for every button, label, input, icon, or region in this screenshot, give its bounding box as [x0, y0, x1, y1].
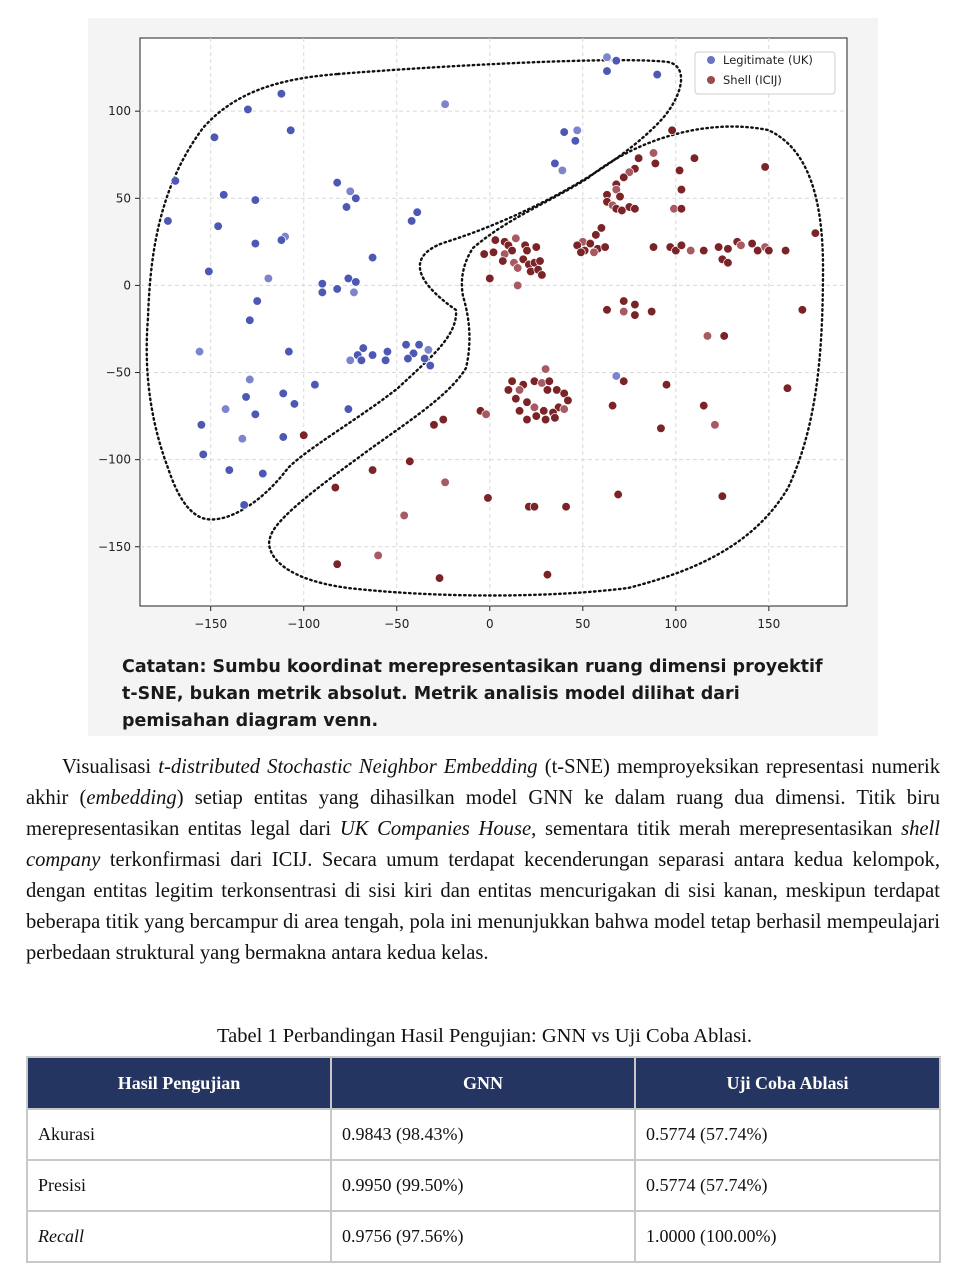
- legend-legitimate-marker: [707, 56, 715, 64]
- shell-point: [504, 386, 513, 395]
- shell-point: [677, 185, 686, 194]
- legitimate-point: [368, 253, 377, 262]
- shell-point: [675, 166, 684, 175]
- shell-point: [631, 311, 640, 320]
- legitimate-point: [573, 126, 582, 135]
- legitimate-point: [171, 177, 180, 186]
- x-tick-label: −50: [384, 617, 410, 631]
- legend-shell-label: Shell (ICIJ): [723, 73, 782, 87]
- legitimate-point: [407, 217, 416, 226]
- x-tick-label: 50: [575, 617, 591, 631]
- legitimate-point: [277, 89, 286, 98]
- legitimate-point: [195, 347, 204, 356]
- shell-point: [541, 415, 550, 424]
- shell-point: [619, 297, 628, 306]
- y-tick-label: 0: [123, 278, 131, 293]
- text-span: (t-SNE) memproyeksikan representasi numerik akhir (: [26, 756, 940, 809]
- legitimate-point: [558, 166, 567, 175]
- legitimate-point: [402, 340, 411, 349]
- shell-point: [439, 415, 448, 424]
- shell-point: [586, 239, 595, 248]
- text-span: , sementara titik merah merepresentasikan: [531, 818, 902, 840]
- shell-point: [530, 403, 539, 412]
- shell-point: [508, 377, 517, 386]
- legitimate-point: [238, 434, 247, 443]
- y-tick-label: −50: [105, 365, 131, 380]
- shell-point: [508, 246, 517, 255]
- legitimate-point: [244, 105, 253, 114]
- legitimate-point: [381, 356, 390, 365]
- shell-point: [512, 234, 521, 243]
- shell-point: [539, 407, 548, 416]
- legitimate-point: [420, 354, 429, 363]
- shell-point: [523, 398, 532, 407]
- shell-point: [551, 414, 560, 423]
- legitimate-point: [333, 178, 342, 187]
- legitimate-point: [210, 133, 219, 142]
- text-span: ) setiap entitas yang dihasilkan model GNN ke dalam ruang dua dimensi. Titik biru merepresentasikan entitas legal dari: [26, 787, 940, 840]
- shell-point: [515, 407, 524, 416]
- legitimate-point: [560, 128, 569, 137]
- shell-point: [619, 173, 628, 182]
- legitimate-point: [251, 410, 260, 419]
- shell-point: [711, 420, 720, 429]
- legitimate-point: [352, 194, 361, 203]
- shell-point: [634, 154, 643, 163]
- legitimate-point: [352, 278, 361, 287]
- legitimate-point: [346, 187, 355, 196]
- shell-point: [724, 258, 733, 267]
- legitimate-point: [258, 469, 267, 478]
- shell-point: [441, 478, 450, 487]
- text-span: terkonfirmasi dari ICIJ. Secara umum terdapat kecenderungan separasi antara kedua kelompok, dengan entitas legitim terkonsentrasi di sisi kiri dan entitas mencurigakan di sisi kanan, meskipun terdapat beberapa titik yang bercampur di area tengah, pola ini menunjukkan bahwa model tetap berhasil mempeulajari perbedaan struktural yang bermakna antara kedua kelas.: [26, 849, 940, 964]
- legitimate-point: [571, 136, 580, 145]
- legitimate-point: [277, 236, 286, 245]
- shell-point: [562, 502, 571, 511]
- shell-point: [724, 245, 733, 254]
- tsne-figure: [88, 18, 878, 736]
- shell-point: [703, 332, 712, 341]
- shell-point: [761, 163, 770, 172]
- shell-point: [541, 365, 550, 374]
- tsne-scatter-plot: [88, 18, 878, 648]
- shell-point: [513, 264, 522, 273]
- shell-point: [374, 551, 383, 560]
- x-tick-label: 100: [664, 617, 688, 631]
- legitimate-point: [279, 389, 288, 398]
- shell-point: [299, 431, 308, 440]
- shell-point: [560, 405, 569, 414]
- shell-point: [798, 306, 807, 315]
- shell-point: [536, 257, 545, 266]
- shell-point: [435, 574, 444, 583]
- text-span-italic: shell company: [26, 818, 940, 871]
- metric-cell: Akurasi: [27, 1109, 331, 1160]
- shell-point: [631, 204, 640, 213]
- legitimate-point: [441, 100, 450, 109]
- ablation-cell: 1.0000 (100.00%): [635, 1211, 940, 1262]
- legitimate-point: [251, 196, 260, 205]
- legitimate-point: [164, 217, 173, 226]
- legitimate-point: [603, 53, 612, 62]
- shell-point: [619, 377, 628, 386]
- legitimate-point: [346, 356, 355, 365]
- legitimate-point: [359, 344, 368, 353]
- legend: [695, 52, 835, 94]
- legitimate-point: [413, 208, 422, 217]
- legitimate-point: [199, 450, 208, 459]
- shell-point: [368, 466, 377, 475]
- y-tick-label: −100: [98, 452, 131, 467]
- shell-point: [690, 154, 699, 163]
- legitimate-point: [311, 380, 320, 389]
- legitimate-point: [424, 346, 433, 355]
- shell-point: [601, 243, 610, 252]
- gnn-cell: 0.9950 (99.50%): [331, 1160, 635, 1211]
- legitimate-point: [426, 361, 435, 370]
- table-caption: Tabel 1 Perbandingan Hasil Pengujian: GNN vs Uji Coba Ablasi.: [217, 1025, 752, 1047]
- shell-point: [714, 243, 723, 252]
- shell-point: [647, 307, 656, 316]
- header-gnn: GNN: [331, 1057, 635, 1109]
- ablation-cell: 0.5774 (57.74%): [635, 1160, 940, 1211]
- shell-point: [783, 384, 792, 393]
- shell-point: [532, 243, 541, 252]
- shell-point: [400, 511, 409, 520]
- shell-point: [485, 274, 494, 283]
- shell-point: [523, 415, 532, 424]
- legitimate-point: [342, 203, 351, 212]
- shell-point: [512, 394, 521, 403]
- x-tick-label: 150: [757, 617, 781, 631]
- shell-point: [677, 204, 686, 213]
- legend-legitimate-label: Legitimate (UK): [723, 53, 813, 67]
- shell-point: [668, 126, 677, 135]
- legitimate-point: [350, 288, 359, 297]
- legitimate-point: [383, 347, 392, 356]
- shell-point: [523, 246, 532, 255]
- x-tick-label: 0: [485, 617, 494, 631]
- legend-shell-marker: [707, 76, 715, 84]
- shell-point: [597, 224, 606, 233]
- shell-point: [577, 248, 586, 257]
- legitimate-point: [415, 340, 424, 349]
- shell-point: [649, 243, 658, 252]
- legitimate-point: [612, 56, 621, 65]
- shell-point: [603, 306, 612, 315]
- metric-cell: Presisi: [27, 1160, 331, 1211]
- legitimate-point: [333, 285, 342, 294]
- shell-point: [781, 246, 790, 255]
- shell-point: [649, 149, 658, 158]
- gnn-cell: 0.9843 (98.43%): [331, 1109, 635, 1160]
- shell-point: [618, 206, 627, 215]
- legitimate-point: [240, 501, 249, 510]
- header-ablation: Uji Coba Ablasi: [635, 1057, 940, 1109]
- legitimate-point: [253, 297, 262, 306]
- legitimate-point: [245, 316, 254, 325]
- shell-point: [616, 192, 625, 201]
- legitimate-point: [318, 288, 327, 297]
- shell-point: [333, 560, 342, 569]
- legitimate-point: [603, 67, 612, 76]
- legitimate-point: [357, 356, 366, 365]
- shell-point: [748, 239, 757, 248]
- legitimate-point: [285, 347, 294, 356]
- shell-point: [657, 424, 666, 433]
- legitimate-point: [205, 267, 214, 276]
- legitimate-point: [279, 433, 288, 442]
- table-row: [27, 1160, 940, 1211]
- legitimate-point: [653, 70, 662, 79]
- legitimate-point: [264, 274, 273, 283]
- shell-point: [737, 241, 746, 250]
- table-row: [27, 1109, 940, 1160]
- legitimate-point: [404, 354, 413, 363]
- y-tick-label: 100: [108, 104, 131, 119]
- x-tick-label: −100: [287, 617, 321, 631]
- shell-point: [499, 257, 508, 266]
- legitimate-point: [251, 239, 260, 248]
- legitimate-point: [290, 400, 299, 409]
- shell-point: [662, 380, 671, 389]
- shell-point: [699, 246, 708, 255]
- body-paragraph: [26, 752, 940, 969]
- legitimate-point: [219, 191, 228, 200]
- legitimate-point: [214, 222, 223, 231]
- metric-cell: Recall: [27, 1211, 331, 1262]
- text-span: Visualisasi: [62, 756, 159, 778]
- y-tick-label: 50: [115, 191, 131, 206]
- table-row: [27, 1211, 940, 1262]
- shell-point: [564, 396, 573, 405]
- shell-point: [530, 502, 539, 511]
- ablation-cell: 0.5774 (57.74%): [635, 1109, 940, 1160]
- shell-point: [430, 420, 439, 429]
- shell-point: [811, 229, 820, 238]
- legitimate-point: [221, 405, 230, 414]
- shell-point: [651, 159, 660, 168]
- header-metric: Hasil Pengujian: [27, 1057, 331, 1109]
- legitimate-point: [612, 372, 621, 381]
- shell-point: [489, 248, 498, 257]
- shell-point: [619, 307, 628, 316]
- text-span-italic: UK Companies House: [339, 818, 532, 840]
- shell-point: [590, 248, 599, 257]
- shell-point: [515, 386, 524, 395]
- shell-point: [614, 490, 623, 499]
- shell-point: [718, 492, 727, 501]
- legitimate-point: [344, 405, 353, 414]
- shell-point: [480, 250, 489, 259]
- shell-point: [532, 412, 541, 421]
- shell-point: [484, 494, 493, 503]
- shell-point: [513, 281, 522, 290]
- shell-point: [699, 401, 708, 410]
- shell-point: [765, 246, 774, 255]
- table-header-row: [27, 1057, 940, 1109]
- shell-point: [677, 241, 686, 250]
- text-span-italic: embedding: [86, 787, 177, 809]
- text-span-italic: t-distributed Stochastic Neighbor Embedding: [158, 756, 538, 778]
- shell-point: [543, 570, 552, 579]
- shell-point: [545, 377, 554, 386]
- shell-point: [608, 401, 617, 410]
- shell-point: [686, 246, 695, 255]
- paragraph: [26, 752, 940, 969]
- shell-point: [331, 483, 340, 492]
- legitimate-point: [197, 420, 206, 429]
- y-tick-label: −150: [98, 539, 131, 554]
- shell-point: [491, 236, 500, 245]
- x-tick-label: −150: [194, 617, 228, 631]
- shell-point: [592, 231, 601, 240]
- legitimate-point: [551, 159, 560, 168]
- legitimate-point: [245, 375, 254, 384]
- figure-note: Catatan: Sumbu koordinat merepresentasikan ruang dimensi proyektif t-SNE, bukan metrik absolut. Metrik analisis model dilihat dari pemisahan diagram venn.: [122, 657, 823, 731]
- shell-point: [720, 332, 729, 341]
- legitimate-point: [318, 279, 327, 288]
- gnn-cell: 0.9756 (97.56%): [331, 1211, 635, 1262]
- legitimate-point: [242, 393, 251, 402]
- shell-point: [631, 300, 640, 309]
- legitimate-point: [225, 466, 234, 475]
- results-table: [26, 1056, 941, 1263]
- legitimate-point: [368, 351, 377, 360]
- shell-point: [538, 271, 547, 280]
- shell-point: [405, 457, 414, 466]
- legitimate-point: [286, 126, 295, 135]
- shell-point: [482, 410, 491, 419]
- shell-point: [543, 386, 552, 395]
